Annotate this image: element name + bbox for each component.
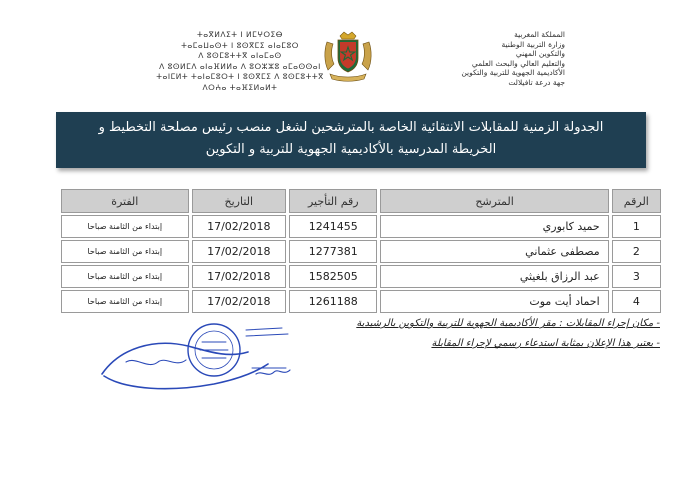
- arabic-line: المملكة المغربية: [514, 30, 565, 39]
- tifinagh-line: ⵜⴰⵎⴰⵡⴰⵙⵜ ⵏ ⵓⵙⴳⵎⵉ ⴰⵏⴰⵎⵓⵔ: [181, 40, 299, 50]
- arabic-line: والتعليم العالي والبحث العلمي: [471, 58, 565, 68]
- moroccan-coat-of-arms-icon: [318, 30, 378, 82]
- cell-date: 17/02/2018: [192, 215, 287, 238]
- tifinagh-line: ⵜⴰⵏⵎⵍⵜ ⵜⴰⵏⴰⵎⵓⵔⵜ ⵏ ⵓⵙⴳⵎⵉ ⴷ ⵓⵙⵎⵓⵜⵜⴳ: [156, 72, 324, 81]
- arabic-line: وزارة التربية الوطنية: [501, 39, 565, 49]
- table-header-row: [61, 189, 661, 213]
- cell-candidate: احماد أيت موت: [380, 290, 608, 313]
- arabic-letterhead: [395, 30, 565, 87]
- cell-num: 1: [612, 215, 661, 238]
- cell-id: 1277381: [289, 240, 377, 263]
- cell-id: 1261188: [289, 290, 377, 313]
- letterhead: [0, 26, 700, 106]
- cell-candidate: مصطفى عثماني: [380, 240, 608, 263]
- tifinagh-letterhead: [140, 30, 340, 93]
- table-row: [61, 215, 661, 238]
- header-date: التاريخ: [192, 189, 287, 213]
- cell-candidate: عبد الرزاق بلغيثي: [380, 265, 608, 288]
- document-title: [56, 112, 646, 168]
- header-num: الرقم: [612, 189, 661, 213]
- arabic-line: الأكاديمية الجهوية للتربية والتكوين: [461, 68, 565, 77]
- cell-date: 17/02/2018: [192, 240, 287, 263]
- title-line-2: الخريطة المدرسية بالأكاديمية الجهوية للتربية و التكوين: [205, 142, 497, 157]
- cell-period: إبتداء من الثامنة صباحا: [61, 215, 189, 238]
- note-location: - مكان إجراء المقابلات : مقر الأكاديمية الجهوية للتربية والتكوين بالرشيدية: [356, 318, 660, 329]
- arabic-line: والتكوين المهني: [515, 49, 565, 58]
- table-row: [61, 265, 661, 288]
- arabic-line: جهة درعة تافيلالت: [508, 77, 565, 87]
- cell-candidate: حميد كابوري: [380, 215, 608, 238]
- tifinagh-line: ⵜⴰⴳⵍⴷⵉⵜ ⵏ ⵍⵎⵖⵔⵉⴱ: [197, 30, 283, 39]
- cell-date: 17/02/2018: [192, 290, 287, 313]
- tifinagh-line: ⴷ ⵓⵙⵎⵓⵜⵜⴳ ⴰⵏⴰⵎⴰⵙ: [198, 51, 282, 60]
- header-id: رقم التأجير: [289, 189, 377, 213]
- official-stamp-and-signature-icon: [96, 312, 296, 397]
- header-period: الفترة: [61, 189, 189, 213]
- cell-num: 2: [612, 240, 661, 263]
- cell-id: 1582505: [289, 265, 377, 288]
- tifinagh-line: ⴷ ⵓⵙⵍⵎⴷ ⴰⵏⴰⴼⵍⵍⴰ ⴷ ⵓⵔⵣⵣⵓ ⴰⵎⴰⵙⵙⴰⵏ: [159, 61, 321, 71]
- header-candidate: المترشح: [380, 189, 608, 213]
- note-summons: - يعتبر هذا الإعلان بمثابة استدعاء رسمي لإجراء المقابلة: [431, 338, 660, 349]
- table-row: [61, 290, 661, 313]
- table-row: [61, 240, 661, 263]
- title-line-1: الجدولة الزمنية للمقابلات الانتقائية الخاصة بالمترشحين لشغل منصب رئيس مصلحة التخطيط و: [98, 120, 604, 135]
- candidates-table: [58, 187, 664, 315]
- cell-period: إبتداء من الثامنة صباحا: [61, 290, 189, 313]
- cell-id: 1241455: [289, 215, 377, 238]
- notes: [320, 314, 660, 354]
- cell-period: إبتداء من الثامنة صباحا: [61, 265, 189, 288]
- cell-num: 4: [612, 290, 661, 313]
- tifinagh-line: ⴷⵔⵄⴰ ⵜⴰⴼⵉⵍⴰⵍⵜ: [202, 82, 278, 92]
- cell-period: إبتداء من الثامنة صباحا: [61, 240, 189, 263]
- cell-date: 17/02/2018: [192, 265, 287, 288]
- cell-num: 3: [612, 265, 661, 288]
